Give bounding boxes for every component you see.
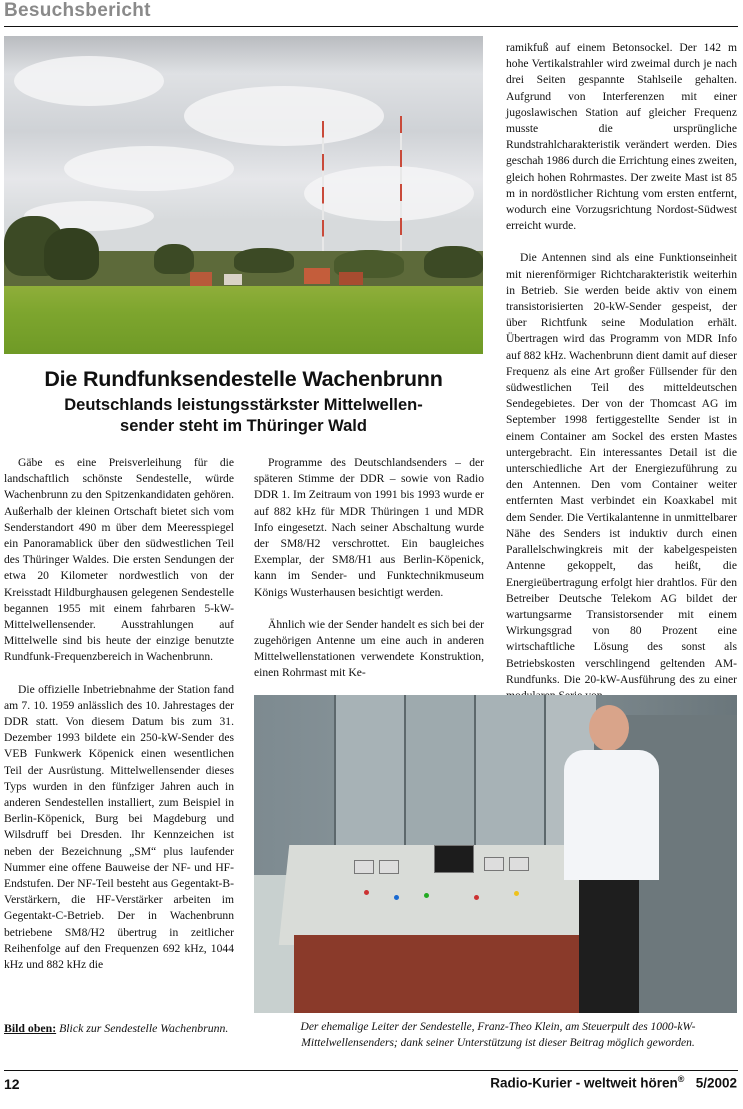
caption-top-photo <box>4 1020 236 1036</box>
paragraph: Die offizielle Inbetriebnahme der Station fand am 7. 10. 1959 anlässlich des 10. Jahrestages der DDR statt. Von diesem Datum bis zum 31. Dezember 1993 bildete ein 250-kW-Sender des VEB Funkwerk Köpenick einen wesentlichen Teil der Ausrüstung. Mittelwellensender dieses Typs wurden in den fünfziger Jahren auch in anderen Sendestellen installiert, zum Beispiel in Berlin-Köpenick, Burg bei Magdeburg und Wilsdruff bei Dresden. Ihr Kennzeichen ist neben der Bezeichnung „SM“ plus laufender Nummer eine offene Bauweise der NF- und HF-Endstufen. Der NF-Teil besteht aus Gegentakt-B-Verstärkern, die HF-Verstärker arbeiten im Gegentakt-C-Betrieb. Der in Wachenbrunn betriebene SM8/H2 übertrug in zeitlicher Reihenfolge auf den Frequenzen 692 kHz, 1044 kHz und 882 kHz die <box>4 682 234 972</box>
section-label: Besuchsbericht <box>4 0 151 21</box>
paragraph: Die Antennen sind als eine Funktionseinheit mit nierenförmiger Richtcharakteristik weiterhin in Betrieb. Sie werden beide aktiv von einem transistorisierten 20-kW-Sender gespeist, der über Richtfunk seine Modulation erhält. Übertragen wird das Programm von MDR Info auf 882 kHz. Wachenbrunn dient damit auf dieser Frequenz als eine Art großer Füllsender für den südwestlichen Teil des mitteldeutschen Sendegebietes. Der von der Thomcast AG im September 1998 fertiggestellte Sender ist in einem Container am Sockel des ersten Mastes untergebracht. Ein interessantes Detail ist die unterschiedliche Art der Energiezuführung zu den Antennen. Den vom Container weiter entfernten Mast verbindet ein Koaxkabel mit dem Sender. Die Vertikalantenne in unmittelbarer Nähe des Senders ist induktiv durch einen Parallelschwingkreis mit der kabelgespeisten Antenne gekoppelt, das heißt, die Energieübertragung erfolgt hier drahtlos. Für den Betreiber Deutsche Telekom AG bildet der wartungsarme Transistorsender mit einem Wirkungsgrad von 80 Prozent eine wirtschaftliche Lösung des sonst als Betriebskosten verschlingend geltenden AM-Rundfunks. Die 20-kW-Ausführung des zu einer <box>506 251 737 686</box>
subheadline-line-2: sender steht im Thüringer Wald <box>120 417 367 435</box>
control-console-photo <box>254 695 737 1013</box>
paragraph: Gäbe es eine Preisverleihung für die landschaftlich schönste Sendestelle, würde Wachenbrunn zu den Spitzenkandidaten gehören. Außerhalb der kleinen Ortschaft bietet sich vom Senderstandort 490 m über dem Meeresspiegel ein Panoramablick über den südwestlichen Teil des Thüringer Waldes. Die ersten Sendungen der etwa 20 Kilometer nordwestlich von der Kreisstadt Hildburghausen gelegenen Sendestelle begannen 1955 mit einem fahrbaren 5-kW-Mittelwellensender. Ausstrahlungen auf Mittelwelle sind bis heute der einzige benutzte Rundfunk-Frequenzbereich in Wachenbrunn. <box>4 456 234 664</box>
issue-number: 5/2002 <box>695 1075 737 1091</box>
bottom-rule <box>4 1070 738 1071</box>
article-column-3 <box>506 40 737 704</box>
publication-footer <box>490 1074 737 1091</box>
article-column-2 <box>254 455 484 682</box>
subheadline <box>4 395 483 437</box>
caption-text: Blick zur Sendestelle Wachenbrunn. <box>59 1021 229 1035</box>
transmitter-landscape-photo <box>4 36 483 354</box>
paragraph: Ähnlich wie der Sender handelt es sich bei der zugehörigen Antenne um eine auch in anderen Mittelwellenstationen verwendete Konstruktion, einen Rohrmast mit Ke- <box>254 617 484 680</box>
top-rule <box>4 26 738 27</box>
publication-name: Radio-Kurier - weltweit hören <box>490 1075 678 1091</box>
paragraph: ramikfuß auf einem Betonsockel. Der 142 m hohe Vertikalstrahler wird zweimal durch je nach drei Seiten gespannte Stahlseile gehalten. Aufgrund von Interferenzen mit einer jugoslawischen Station auf gleicher Frequenz musste die ursprüngliche Rundstrahlcharakteristik verändert werden. Dies geschah 1986 durch die Errichtung eines zweiten, gleich hohen Rohrmastes. Der zweite Mast ist 85 m in nordöstlicher Richtung vom ersten entfernt, wodurch eine Vorzugsrichtung Nordost-Südwest erreicht wurde. <box>506 41 737 233</box>
article-column-1 <box>4 455 234 973</box>
caption-console-photo: Der ehemalige Leiter der Sendestelle, Franz-Theo Klein, am Steuerpult des 1000-kW-Mittelwellensenders; dank seiner Unterstützung ist dieser Beitrag möglich geworden. <box>300 1021 696 1049</box>
paragraph: Programme des Deutschlandsenders – der späteren Stimme der DDR – sowie von Radio DDR 1. Im Zeitraum von 1991 bis 1993 wurde er auf 882 kHz für MDR Thüringen 1 und MDR Info eingesetzt. Nach seiner Abschaltung wurde der SM8/H2 verschrottet. Ein baugleiches Exemplar, der SM8/H1 aus Berlin-Köpenick, kann im Sender- und Funktechnikmuseum Königs Wusterhausen besichtigt werden. <box>254 456 484 599</box>
headline: Die Rundfunksendestelle Wachenbrunn <box>44 367 443 391</box>
page-number: 12 <box>4 1076 20 1092</box>
registered-mark: ® <box>677 1074 685 1084</box>
subheadline-line-1: Deutschlands leistungsstärkster Mittelwellen- <box>64 396 423 414</box>
caption-label: Bild oben: <box>4 1021 57 1035</box>
